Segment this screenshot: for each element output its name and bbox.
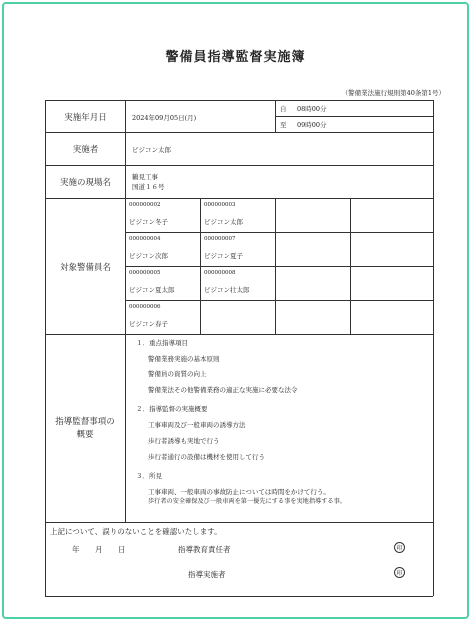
matters-heading-1: １．重点指導項目: [136, 339, 188, 347]
matters-item: 歩行者通行の設備は機材を使用して行う: [148, 453, 265, 461]
rule-reference: （警備業法施行規則第40条第1号）: [341, 89, 445, 97]
manager-seal-icon: 印: [394, 542, 405, 553]
table-bottom-line: [45, 596, 433, 597]
guard-id: 000000006: [129, 304, 161, 310]
time-split-line: [275, 116, 433, 117]
guard-name: ピジコン壮太郎: [204, 286, 250, 294]
guard-id: 000000004: [129, 236, 161, 242]
matters-item: 工事車両及び一般車両の誘導方法: [148, 421, 246, 429]
guard-grid-line: [125, 232, 433, 233]
guard-id: 000000007: [204, 236, 236, 242]
time-to-label: 至: [280, 121, 287, 129]
guard-name: ピジコン夏子: [204, 252, 243, 260]
site-road: 国道１６号: [132, 183, 165, 191]
label-column-line: [125, 100, 126, 522]
matters-remarks: 工事車両、一般車両の事故防止については時間をかけて行う。: [148, 488, 330, 496]
site-label: 実施の現場名: [59, 178, 111, 188]
guards-label: 対象警備員名: [59, 262, 111, 273]
matters-label: 指導監督事項の概要: [55, 416, 115, 440]
time-from-value: 08時00分: [297, 105, 327, 113]
site-name: 鶴見工事: [132, 173, 158, 181]
guard-id: 000000005: [129, 270, 161, 276]
guard-name: ピジコン太郎: [204, 218, 243, 226]
practitioner-seal-icon: 印: [394, 567, 405, 578]
guard-id: 000000002: [129, 202, 161, 208]
guard-name: ピジコン次郎: [129, 252, 168, 260]
row-line: [45, 522, 433, 523]
matters-item: 歩行者誘導も実地で行う: [148, 437, 220, 445]
matters-heading-2: ２．指導監督の実施概要: [136, 405, 208, 413]
matters-item: 警備員の資質の向上: [148, 370, 207, 378]
guard-grid-line: [125, 266, 433, 267]
instructor-label: 実施者: [72, 145, 99, 155]
manager-label: 指導教育責任者: [178, 545, 231, 554]
guard-id: 000000003: [204, 202, 236, 208]
confirm-date: 年 月 日: [72, 545, 130, 554]
guard-name: ピジコン春子: [129, 320, 168, 328]
document-page: [12, 12, 459, 610]
guard-grid-line: [125, 300, 433, 301]
guard-name: ピジコン夏太郎: [129, 286, 175, 294]
matters-item: 警備業務実施の基本原則: [148, 355, 220, 363]
practitioner-label: 指導実施者: [188, 570, 226, 579]
matters-item: 警備業法その他警備業務の適正な実施に必要な法令: [148, 386, 298, 394]
guard-id: 000000008: [204, 270, 236, 276]
document-title: 警備員指導監督実施簿: [165, 50, 306, 65]
time-from-label: 自: [280, 105, 287, 113]
confirm-statement: 上記について、誤りのないことを確認いたします。: [50, 527, 222, 536]
matters-heading-3: ３．所見: [136, 472, 162, 480]
table-right-line: [433, 100, 434, 596]
date-value: 2024年09月05日(月): [132, 114, 197, 122]
matters-remarks: 歩行者の安全確保及び一般車両を第一優先にする事を実地指導する事。: [148, 498, 346, 505]
guard-name: ピジコン冬子: [129, 218, 168, 226]
instructor-name: ピジコン太郎: [132, 146, 171, 154]
date-label: 実施年月日: [64, 112, 107, 123]
time-to-value: 09時00分: [297, 121, 327, 129]
